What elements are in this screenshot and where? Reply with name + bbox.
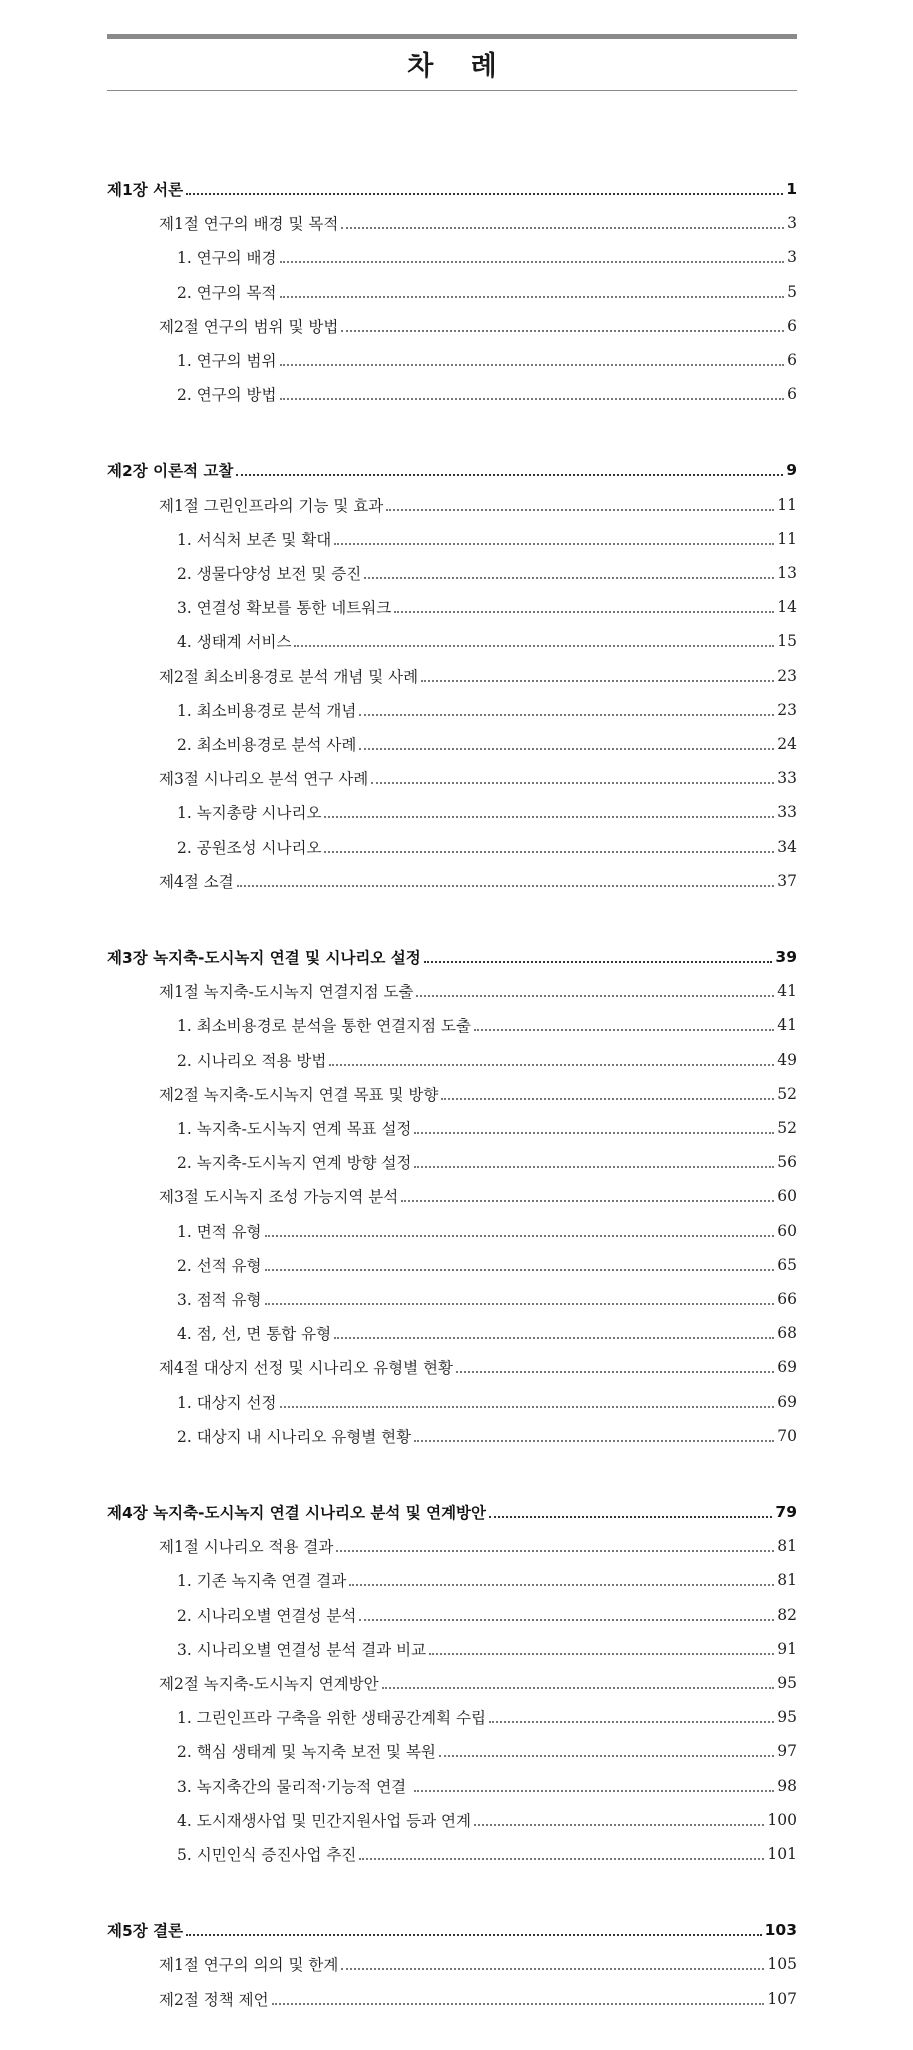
- toc-label: 제1절 연구의 의의 및 한계: [159, 1956, 339, 1974]
- toc-label: 2. 핵심 생태계 및 녹지축 보전 및 복원: [177, 1743, 436, 1761]
- toc-label: 2. 연구의 방법: [177, 386, 277, 404]
- toc-label: 3. 녹지축간의 물리적·기능적 연결: [177, 1778, 412, 1796]
- dot-leader: [334, 1323, 774, 1339]
- toc-label: 1. 연구의 범위: [177, 352, 277, 370]
- dot-leader: [237, 871, 775, 887]
- toc-label: 제2절 정책 제언: [159, 1991, 269, 2009]
- toc-page-number: 95: [777, 1708, 797, 1726]
- toc-subsection: [107, 1251, 797, 1279]
- toc-label: 2. 선적 유형: [177, 1257, 262, 1275]
- dot-leader: [265, 1221, 775, 1237]
- dot-leader: [324, 802, 774, 818]
- toc-subsection: [107, 1635, 797, 1663]
- toc-label: 1. 기존 녹지축 연결 결과: [177, 1572, 347, 1590]
- toc-label: 4. 생태계 서비스: [177, 633, 292, 651]
- toc-page-number: 23: [777, 667, 797, 685]
- dot-leader: [236, 460, 783, 476]
- toc-chapter: [107, 175, 797, 203]
- dot-leader: [359, 1844, 764, 1860]
- toc-subsection: [107, 1703, 797, 1731]
- dot-leader: [280, 384, 785, 400]
- toc-page-number: 6: [787, 385, 797, 403]
- toc-page-number: 14: [777, 598, 797, 616]
- toc-subsection: [107, 627, 797, 655]
- toc-label: 3. 점적 유형: [177, 1291, 262, 1309]
- toc-subsection: [107, 1840, 797, 1868]
- toc-page-number: 52: [777, 1085, 797, 1103]
- dot-leader: [334, 529, 774, 545]
- toc-page-number: 103: [764, 1921, 797, 1939]
- toc-label: 제4절 소결: [159, 873, 234, 891]
- toc-page-number: 39: [775, 948, 797, 966]
- toc-label: 2. 공원조성 시나리오: [177, 839, 322, 857]
- page-title: 차 례: [407, 51, 511, 82]
- toc-label: 제1절 연구의 배경 및 목적: [159, 215, 339, 233]
- dot-leader: [394, 597, 774, 613]
- toc-page-number: 41: [777, 982, 797, 1000]
- toc-page-number: 82: [777, 1606, 797, 1624]
- toc-label: 제4장 녹지축-도시녹지 연결 시나리오 분석 및 연계방안: [107, 1504, 487, 1522]
- dot-leader: [414, 1152, 774, 1168]
- dot-leader: [401, 1186, 774, 1202]
- dot-leader: [280, 1392, 775, 1408]
- dot-leader: [336, 1536, 774, 1552]
- dot-leader: [272, 1989, 765, 2005]
- dot-leader: [371, 768, 774, 784]
- dot-leader: [421, 666, 774, 682]
- toc-label: 4. 도시재생사업 및 민간지원사업 등과 연계: [177, 1812, 471, 1830]
- toc-page-number: 3: [787, 248, 797, 266]
- dot-leader: [359, 734, 774, 750]
- toc-subsection: [107, 1114, 797, 1142]
- toc-label: 5. 시민인식 증진사업 추진: [177, 1846, 357, 1864]
- toc-page-number: 60: [777, 1187, 797, 1205]
- toc-subsection: [107, 1148, 797, 1176]
- dot-leader: [456, 1357, 774, 1373]
- toc-label: 제5장 결론: [107, 1922, 184, 1940]
- dot-leader: [329, 1050, 774, 1066]
- toc-label: 2. 시나리오 적용 방법: [177, 1052, 327, 1070]
- toc-page-number: 66: [777, 1290, 797, 1308]
- toc-subsection: [107, 1046, 797, 1074]
- dot-leader: [414, 1426, 774, 1442]
- toc-page-number: 9: [786, 461, 797, 479]
- toc-page-number: 97: [777, 1742, 797, 1760]
- toc-page-number: 70: [777, 1427, 797, 1445]
- toc-label: 2. 녹지축-도시녹지 연계 방향 설정: [177, 1154, 412, 1172]
- toc-chapter: [107, 1916, 797, 1944]
- toc-subsection: [107, 243, 797, 271]
- toc-page-number: 60: [777, 1222, 797, 1240]
- toc-label: 2. 연구의 목적: [177, 284, 277, 302]
- toc-section: [107, 1353, 797, 1381]
- dot-leader: [429, 1639, 774, 1655]
- toc-subsection: [107, 1422, 797, 1450]
- toc-page-number: 98: [777, 1777, 797, 1795]
- toc-section: [107, 1950, 797, 1978]
- toc-page-number: 24: [777, 735, 797, 753]
- toc-section: [107, 977, 797, 1005]
- toc-section: [107, 867, 797, 895]
- toc-page-number: 1: [786, 180, 797, 198]
- toc-label: 제1절 녹지축-도시녹지 연결지점 도출: [159, 983, 414, 1001]
- toc-label: 1. 대상지 선정: [177, 1394, 277, 1412]
- toc-page-number: 56: [777, 1153, 797, 1171]
- dot-leader: [441, 1084, 774, 1100]
- toc-page-number: 3: [787, 214, 797, 232]
- toc-page-number: 100: [767, 1811, 797, 1829]
- toc-label: 제2절 녹지축-도시녹지 연결 목표 및 방향: [159, 1086, 439, 1104]
- toc-page-number: 13: [777, 564, 797, 582]
- toc-label: 2. 생물다양성 보전 및 증진: [177, 565, 362, 583]
- toc-page-number: 15: [777, 632, 797, 650]
- toc-page-number: 65: [777, 1256, 797, 1274]
- dot-leader: [280, 247, 785, 263]
- dot-leader: [341, 316, 784, 332]
- toc-page-number: 5: [787, 283, 797, 301]
- toc-section: [107, 312, 797, 340]
- toc-subsection: [107, 1011, 797, 1039]
- toc-label: 제2절 녹지축-도시녹지 연계방안: [159, 1675, 379, 1693]
- toc-subsection: [107, 1566, 797, 1594]
- toc-subsection: [107, 380, 797, 408]
- toc-subsection: [107, 1285, 797, 1313]
- toc-label: 1. 최소비용경로 분석을 통한 연결지점 도출: [177, 1017, 471, 1035]
- dot-leader: [359, 1605, 774, 1621]
- dot-leader: [489, 1502, 772, 1518]
- dot-leader: [359, 700, 774, 716]
- toc-page-number: 6: [787, 317, 797, 335]
- toc-label: 2. 시나리오별 연결성 분석: [177, 1607, 357, 1625]
- toc-label: 제1절 시나리오 적용 결과: [159, 1538, 334, 1556]
- toc-subsection: [107, 1217, 797, 1245]
- dot-leader: [414, 1118, 774, 1134]
- toc-subsection: [107, 1601, 797, 1629]
- toc-label: 제1장 서론: [107, 181, 184, 199]
- dot-leader: [474, 1015, 774, 1031]
- toc-section: [107, 209, 797, 237]
- toc-page-number: 81: [777, 1571, 797, 1589]
- toc-page-number: 41: [777, 1016, 797, 1034]
- toc-page-number: 49: [777, 1051, 797, 1069]
- toc-subsection: [107, 1319, 797, 1347]
- dot-leader: [280, 350, 785, 366]
- toc-page-number: 37: [777, 872, 797, 890]
- toc-page-number: 52: [777, 1119, 797, 1137]
- toc-section: [107, 1532, 797, 1560]
- toc-label: 제1절 그린인프라의 기능 및 효과: [159, 497, 384, 515]
- toc-label: 1. 최소비용경로 분석 개념: [177, 702, 357, 720]
- toc-subsection: [107, 559, 797, 587]
- toc-subsection: [107, 525, 797, 553]
- toc-page-number: 81: [777, 1537, 797, 1555]
- toc-subsection: [107, 1806, 797, 1834]
- toc-page-number: 33: [777, 803, 797, 821]
- toc-page-number: 33: [777, 769, 797, 787]
- dot-leader: [186, 179, 783, 195]
- toc-section: [107, 491, 797, 519]
- dot-leader: [424, 947, 773, 963]
- toc-label: 1. 그린인프라 구축을 위한 생태공간계획 수립: [177, 1709, 486, 1727]
- dot-leader: [364, 563, 774, 579]
- toc-chapter: [107, 943, 797, 971]
- dot-leader: [341, 213, 784, 229]
- toc-label: 2. 대상지 내 시나리오 유형별 현황: [177, 1428, 412, 1446]
- toc-page-number: 91: [777, 1640, 797, 1658]
- title-rule: [107, 90, 797, 91]
- toc-subsection: [107, 1772, 797, 1800]
- dot-leader: [280, 282, 785, 298]
- dot-leader: [349, 1570, 774, 1586]
- toc-page-number: 11: [777, 496, 797, 514]
- dot-leader: [489, 1707, 774, 1723]
- dot-leader: [416, 981, 774, 997]
- toc-subsection: [107, 1737, 797, 1765]
- toc-page-number: 68: [777, 1324, 797, 1342]
- toc-label: 제2절 연구의 범위 및 방법: [159, 318, 339, 336]
- toc-page-number: 34: [777, 838, 797, 856]
- dot-leader: [386, 495, 774, 511]
- dot-leader: [294, 631, 774, 647]
- toc-label: 제3절 도시녹지 조성 가능지역 분석: [159, 1188, 399, 1206]
- dot-leader: [341, 1954, 764, 1970]
- toc-subsection: [107, 278, 797, 306]
- toc-label: 1. 녹지총량 시나리오: [177, 804, 322, 822]
- toc-label: 1. 서식처 보존 및 확대: [177, 531, 332, 549]
- toc-subsection: [107, 833, 797, 861]
- toc-subsection: [107, 730, 797, 758]
- toc-page-number: 105: [767, 1955, 797, 1973]
- toc-page: [107, 34, 797, 91]
- dot-leader: [382, 1673, 775, 1689]
- toc-page-number: 69: [777, 1358, 797, 1376]
- toc-section: [107, 662, 797, 690]
- toc-section: [107, 1669, 797, 1697]
- toc-label: 제3절 시나리오 분석 연구 사례: [159, 770, 369, 788]
- toc-page-number: 95: [777, 1674, 797, 1692]
- dot-leader: [474, 1810, 764, 1826]
- toc-section: [107, 764, 797, 792]
- toc-label: 제3장 녹지축-도시녹지 연결 및 시나리오 설정: [107, 949, 421, 967]
- toc-label: 3. 연결성 확보를 통한 네트워크: [177, 599, 392, 617]
- toc-label: 4. 점, 선, 면 통합 유형: [177, 1325, 332, 1343]
- dot-leader: [186, 1920, 762, 1936]
- toc-subsection: [107, 696, 797, 724]
- toc-page-number: 69: [777, 1393, 797, 1411]
- toc-section: [107, 1985, 797, 2013]
- toc-label: 3. 시나리오별 연결성 분석 결과 비교: [177, 1641, 427, 1659]
- toc-subsection: [107, 798, 797, 826]
- toc-label: 1. 면적 유형: [177, 1223, 262, 1241]
- toc-chapter: [107, 456, 797, 484]
- toc-page-number: 79: [775, 1503, 797, 1521]
- toc-subsection: [107, 593, 797, 621]
- toc-label: 2. 최소비용경로 분석 사례: [177, 736, 357, 754]
- toc-section: [107, 1080, 797, 1108]
- toc-label: 제2절 최소비용경로 분석 개념 및 사례: [159, 668, 419, 686]
- dot-leader: [414, 1776, 774, 1792]
- dot-leader: [265, 1289, 775, 1305]
- toc-subsection: [107, 346, 797, 374]
- toc-label: 1. 녹지축-도시녹지 연계 목표 설정: [177, 1120, 412, 1138]
- toc-label: 제2장 이론적 고찰: [107, 462, 234, 480]
- toc-page-number: 101: [767, 1845, 797, 1863]
- toc-page-number: 11: [777, 530, 797, 548]
- toc-subsection: [107, 1388, 797, 1416]
- toc-chapter: [107, 1498, 797, 1526]
- toc-page-number: 6: [787, 351, 797, 369]
- toc-label: 1. 연구의 배경: [177, 249, 277, 267]
- dot-leader: [439, 1741, 774, 1757]
- toc-page-number: 107: [767, 1990, 797, 2008]
- dot-leader: [324, 837, 774, 853]
- toc-page-number: 23: [777, 701, 797, 719]
- toc-label: 제4절 대상지 선정 및 시나리오 유형별 현황: [159, 1359, 453, 1377]
- dot-leader: [265, 1255, 775, 1271]
- toc-section: [107, 1182, 797, 1210]
